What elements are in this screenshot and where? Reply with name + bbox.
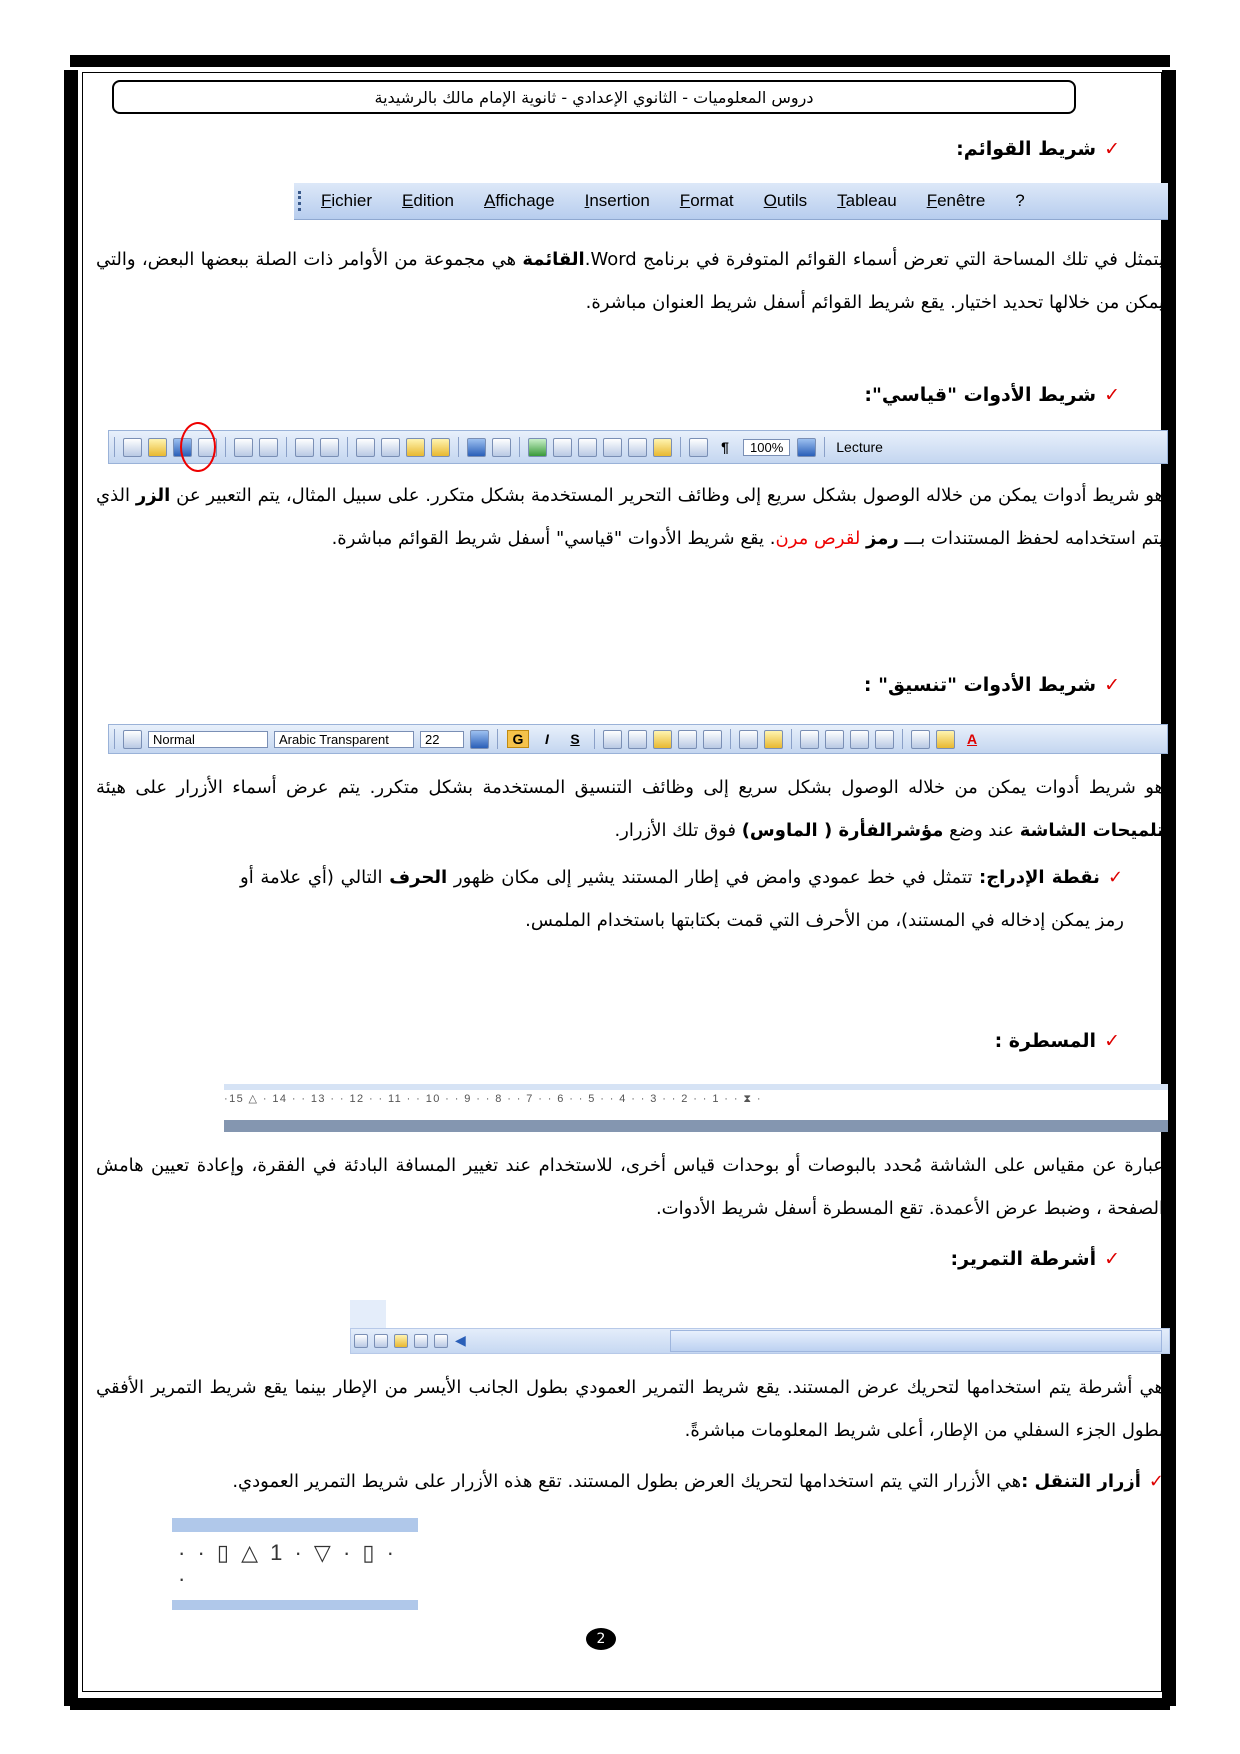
- ruler-image: [224, 1084, 1168, 1132]
- fmt-toolbar-paragraph: هو شريط أدوات يمكن من خلاله الوصول بشكل سريع إلى وظائف التنسيق المستخدمة بشكل متكرر. يتم عرض أسماء الأزرار على هيئة تلميحات الشاشة عند وضع مؤشرالفأرة ( الماوس) فوق تلك الأزرار.: [96, 777, 1164, 841]
- align-left-icon[interactable]: [603, 730, 622, 749]
- bullets-icon[interactable]: [825, 730, 844, 749]
- research-icon[interactable]: [320, 438, 339, 457]
- web-view-icon[interactable]: [374, 1334, 388, 1348]
- nav-buttons-paragraph: ✓أزرار التنقل :هي الأزرار التي يتم استخدامها لتحريك العرض بطول المستند. تقع هذه الأزرار على شريط التمرير العمودي.: [232, 1471, 1164, 1492]
- menubar-image: [294, 183, 1168, 220]
- separator: [458, 437, 459, 457]
- spelling-icon[interactable]: [295, 438, 314, 457]
- italic-button[interactable]: I: [545, 731, 549, 747]
- paste-icon[interactable]: [406, 438, 425, 457]
- increase-indent-icon[interactable]: [875, 730, 894, 749]
- std-toolbar-paragraph: هو شريط أدوات يمكن من خلاله الوصول بشكل سريع إلى وظائف التحرير المستخدمة بشكل متكرر. على سبيل المثال، يتم التعبير عن الزر الذي يتم استخدامه لحفظ المستندات بـــ رمز لقرص مرن. يقع شريط الأدوات "قياسي" أسفل شريط القوائم مباشرة.: [96, 485, 1164, 549]
- menu-item[interactable]: Fenêtre: [926, 191, 986, 210]
- normal-view-icon[interactable]: [354, 1334, 368, 1348]
- reading-view-icon[interactable]: [434, 1334, 448, 1348]
- std-toolbar-heading: ✓شريط الأدوات "قياسي":: [864, 384, 1120, 406]
- reading-layout-button[interactable]: Lecture: [836, 439, 883, 455]
- menu-item[interactable]: Insertion: [584, 191, 650, 210]
- page-frame-right: [1162, 70, 1176, 1706]
- borders-icon[interactable]: [911, 730, 930, 749]
- page-number: 2: [586, 1628, 616, 1650]
- drawing-icon[interactable]: [653, 438, 672, 457]
- grip-icon: [114, 437, 115, 457]
- check-icon: ✓: [1104, 384, 1120, 406]
- separator: [225, 437, 226, 457]
- check-icon: ✓: [1104, 1030, 1120, 1052]
- page-frame-left: [64, 70, 78, 1706]
- menu-item[interactable]: Outils: [763, 191, 808, 210]
- separator: [497, 729, 498, 749]
- outline-view-icon[interactable]: [414, 1334, 428, 1348]
- standard-toolbar-image: [108, 430, 1168, 464]
- ruler-paragraph: عبارة عن مقياس على الشاشة مُحدد بالبوصات أو بوحدات قياس أخرى، للاستخدام عند تغيير المسافة البادئة في الفقرة، وإعادة تعيين هامش الصفحة ، وضبط عرض الأعمدة. تقع المسطرة أسفل شريط الأدوات.: [96, 1155, 1164, 1219]
- insert-excel-icon[interactable]: [603, 438, 622, 457]
- rtl-icon[interactable]: [764, 730, 783, 749]
- format-painter-icon[interactable]: [431, 438, 450, 457]
- font-select[interactable]: Arabic Transparent: [274, 731, 414, 748]
- font-color-button[interactable]: A: [966, 731, 978, 747]
- page-frame-top: [70, 55, 1170, 67]
- separator: [594, 729, 595, 749]
- menubar-paragraph: يتمثل في تلك المساحة التي تعرض أسماء القوائم المتوفرة في برنامج Word.القائمة هي مجموعة من الأوامر ذات الصلة ببعضها البعض، والتي يمكن من خلالها تحديد اختيار. يقع شريط القوائم أسفل شريط العنوان مباشرة.: [96, 249, 1164, 313]
- document-map-icon[interactable]: [689, 438, 708, 457]
- hyperlink-icon[interactable]: [528, 438, 547, 457]
- align-right-icon[interactable]: [653, 730, 672, 749]
- show-hide-icon[interactable]: ¶: [721, 439, 729, 455]
- mini-ruler-image: [172, 1518, 418, 1610]
- scrollbar-heading: ✓أشرطة التمرير:: [950, 1248, 1120, 1270]
- styles-icon[interactable]: [123, 730, 142, 749]
- page-frame-bottom: [70, 1698, 1170, 1710]
- numbering-icon[interactable]: [800, 730, 819, 749]
- ruler-heading: ✓المسطرة :: [994, 1030, 1120, 1052]
- line-spacing-icon[interactable]: [703, 730, 722, 749]
- separator: [347, 437, 348, 457]
- print-preview-icon[interactable]: [259, 438, 278, 457]
- fmt-toolbar-heading: ✓شريط الأدوات "تنسيق" :: [863, 674, 1120, 696]
- print-icon[interactable]: [234, 438, 253, 457]
- check-icon: ✓: [1148, 1471, 1164, 1492]
- save-highlight-circle: [180, 422, 216, 472]
- zoom-select[interactable]: 100%: [743, 439, 790, 456]
- redo-icon[interactable]: [492, 438, 511, 457]
- open-icon[interactable]: [148, 438, 167, 457]
- language-icon[interactable]: [470, 730, 489, 749]
- menu-item[interactable]: ?: [1015, 191, 1025, 210]
- justify-icon[interactable]: [678, 730, 697, 749]
- grip-icon: [114, 729, 115, 749]
- separator: [791, 729, 792, 749]
- copy-icon[interactable]: [381, 438, 400, 457]
- help-icon[interactable]: [797, 438, 816, 457]
- insertion-point-paragraph: ✓نقطة الإدراج: تتمثل في خط عمودي وامض في إطار المستند يشير إلى مكان ظهور الحرف التالي (أي علامة أو رمز يمكن إدخاله في المستند)، من الأحرف التي قمت بكتابتها باستخدام الملمس.: [240, 867, 1124, 931]
- menubar-heading: ✓شريط القوائم:: [956, 138, 1120, 160]
- check-icon: ✓: [1107, 867, 1124, 888]
- scrollbar-paragraph: هي أشرطة يتم استخدامها لتحريك عرض المستند. يقع شريط التمرير العمودي بطول الجانب الأيسر من الإطار بينما يقع شريط التمرير الأفقي بطول الجزء السفلي من الإطار، أعلى شريط المعلومات مباشرةً.: [96, 1377, 1164, 1441]
- font-size-select[interactable]: 22: [420, 731, 464, 748]
- scroll-thumb[interactable]: [670, 1330, 1162, 1352]
- decrease-indent-icon[interactable]: [850, 730, 869, 749]
- ruler-ticks: ·15 △ · 14 · · 13 · · 12 · · 11 · · 10 · · 9 · · 8 · · 7 · · 6 · · 5 · · 4 · · 3 · · 2 · · 1 · · ⧗ ·: [224, 1093, 762, 1105]
- ltr-icon[interactable]: [739, 730, 758, 749]
- menu-item[interactable]: Tableau: [837, 191, 897, 210]
- separator: [286, 437, 287, 457]
- separator: [519, 437, 520, 457]
- underline-button[interactable]: S: [570, 731, 580, 747]
- separator: [824, 437, 825, 457]
- check-icon: ✓: [1104, 674, 1120, 696]
- check-icon: ✓: [1104, 1248, 1120, 1270]
- separator: [902, 729, 903, 749]
- undo-icon[interactable]: [467, 438, 486, 457]
- bold-button[interactable]: G: [507, 730, 529, 748]
- tables-borders-icon[interactable]: [553, 438, 572, 457]
- separator: [730, 729, 731, 749]
- insert-table-icon[interactable]: [578, 438, 597, 457]
- grip-icon: [298, 191, 309, 211]
- menu-item[interactable]: Edition: [402, 191, 454, 210]
- style-select[interactable]: Normal: [148, 731, 268, 748]
- new-icon[interactable]: [123, 438, 142, 457]
- menu-item[interactable]: Fichier: [321, 191, 373, 210]
- menu-item[interactable]: Affichage: [484, 191, 555, 210]
- separator: [680, 437, 681, 457]
- menu-item[interactable]: Format: [679, 191, 734, 210]
- check-icon: ✓: [1104, 138, 1120, 160]
- align-center-icon[interactable]: [628, 730, 647, 749]
- mini-ruler-ticks: · · ▯ △ 1 · ▽ · ▯ · ·: [178, 1540, 397, 1591]
- columns-icon[interactable]: [628, 438, 647, 457]
- scroll-left-icon[interactable]: ◀: [455, 1333, 466, 1349]
- scrollbar-corner: [350, 1300, 386, 1328]
- highlight-icon[interactable]: [936, 730, 955, 749]
- formatting-toolbar-image: [108, 724, 1168, 754]
- cut-icon[interactable]: [356, 438, 375, 457]
- page-header: دروس المعلوميات - الثانوي الإعدادي - ثانوية الإمام مالك بالرشيدية: [112, 80, 1076, 114]
- print-view-icon[interactable]: [394, 1334, 408, 1348]
